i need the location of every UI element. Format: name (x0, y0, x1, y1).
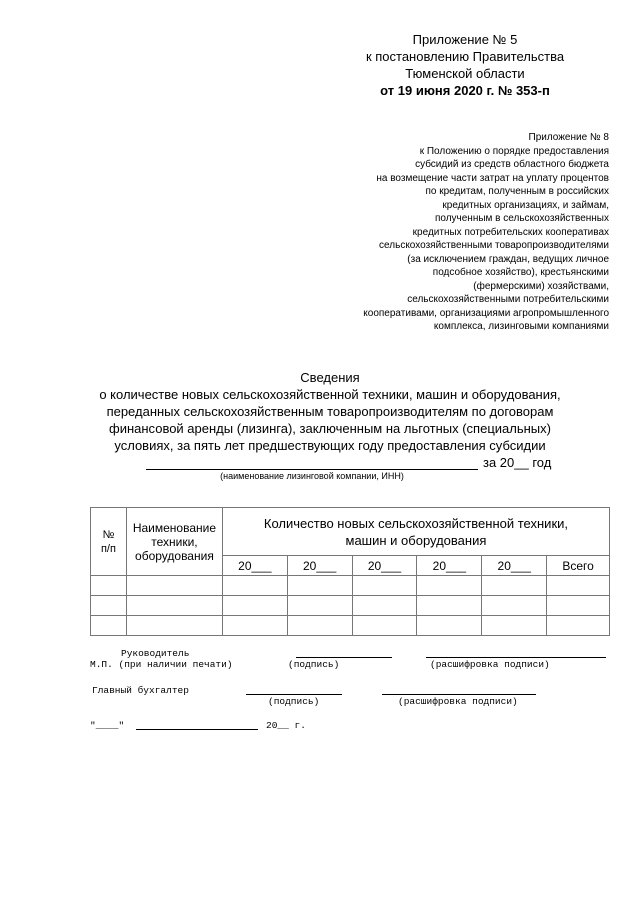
table-cell[interactable] (482, 616, 547, 636)
title-line: переданных сельскохозяйственным товаропроизводителям по договорам (106, 404, 554, 419)
table-cell[interactable] (547, 616, 610, 636)
table-cell[interactable] (417, 576, 482, 596)
title-line: условиях, за пять лет предшествующих году предоставления субсидии (114, 438, 546, 453)
total-col-header: Всего (547, 556, 610, 576)
equipment-table (90, 507, 610, 636)
leasing-company-caption: (наименование лизинговой компании, ИНН) (220, 471, 404, 481)
table-cell[interactable] (287, 576, 352, 596)
document-title (60, 369, 600, 454)
table-cell[interactable] (126, 596, 222, 616)
table-cell[interactable] (91, 616, 127, 636)
table-cell[interactable] (222, 576, 287, 596)
table-row (91, 596, 610, 616)
table-cell[interactable] (91, 596, 127, 616)
title-heading: Сведения (300, 370, 360, 385)
acc-sign-line[interactable] (246, 694, 342, 695)
appendix-line: (фермерскими) хозяйствами, (473, 280, 609, 292)
table-row (91, 616, 610, 636)
appendix-header (279, 131, 609, 334)
approval-header (330, 31, 600, 99)
table-cell[interactable] (352, 596, 417, 616)
appendix-line: полученным в сельскохозяйственных (434, 213, 609, 224)
table-cell[interactable] (222, 616, 287, 636)
leasing-company-field[interactable] (146, 455, 478, 470)
col-num-header: № п/п (91, 508, 127, 576)
head-decode-caption: (расшифровка подписи) (430, 659, 550, 670)
appendix-line: (за исключением граждан, ведущих личное (407, 253, 609, 265)
date-year: 20__ г. (266, 720, 306, 731)
year-col-header: 20___ (222, 556, 287, 576)
appendix-line: Приложение № 8 (528, 132, 609, 143)
table-cell[interactable] (126, 616, 222, 636)
table-row (91, 576, 610, 596)
stamp-label: М.П. (при наличии печати) (90, 659, 233, 670)
appendix-line: сельскохозяйственными потребительскими (407, 294, 609, 305)
table-cell[interactable] (91, 576, 127, 596)
table-cell[interactable] (126, 576, 222, 596)
head-sign-line[interactable] (296, 657, 392, 658)
accountant-label: Главный бухгалтер (92, 685, 189, 696)
title-line: о количестве новых сельскохозяйственной техники, машин и оборудования, (99, 387, 561, 402)
appendix-line: сельскохозяйственными товаропроизводителями (379, 240, 609, 251)
appendix-line: подсобное хозяйство), крестьянскими (432, 267, 609, 278)
table-cell[interactable] (482, 596, 547, 616)
header-line-3: Тюменской области (405, 66, 525, 81)
header-line-2: к постановлению Правительства (365, 49, 565, 64)
year-col-header: 20___ (352, 556, 417, 576)
table-cell[interactable] (222, 596, 287, 616)
year-label: за 20__ год (483, 455, 552, 470)
date-month-line[interactable] (136, 729, 258, 730)
appendix-line: кредитных организациях, и займам, (442, 199, 609, 211)
acc-decode-line[interactable] (382, 694, 536, 695)
year-col-header: 20___ (417, 556, 482, 576)
appendix-line: на возмещение части затрат на уплату процентов (376, 172, 609, 184)
header-line-4: от 19 июня 2020 г. № 353-п (380, 83, 550, 98)
head-sign-caption: (подпись) (288, 659, 340, 670)
appendix-line: кредитных потребительских кооперативах (412, 226, 609, 238)
table-cell[interactable] (417, 596, 482, 616)
year-col-header: 20___ (482, 556, 547, 576)
table-cell[interactable] (547, 596, 610, 616)
appendix-line: к Положению о порядке предоставления (419, 145, 609, 157)
head-label: Руководитель (121, 648, 190, 659)
table-cell[interactable] (287, 596, 352, 616)
table-cell[interactable] (547, 576, 610, 596)
table-cell[interactable] (417, 616, 482, 636)
appendix-line: по кредитам, полученным в российских (425, 186, 609, 197)
header-line-1: Приложение № 5 (412, 32, 518, 47)
acc-decode-caption: (расшифровка подписи) (398, 696, 518, 707)
table-cell[interactable] (287, 616, 352, 636)
acc-sign-caption: (подпись) (268, 696, 320, 707)
head-decode-line[interactable] (426, 657, 606, 658)
date-day: "____" (90, 720, 125, 731)
table-cell[interactable] (352, 576, 417, 596)
col-name-header: Наименование техники, оборудования (126, 508, 222, 576)
appendix-line: комплекса, лизинговыми компаниями (433, 321, 609, 332)
quantity-group-header: Количество новых сельскохозяйственной техники, машин и оборудования (222, 508, 609, 556)
year-col-header: 20___ (287, 556, 352, 576)
title-line: финансовой аренды (лизинга), заключенным на льготных (специальных) (109, 421, 551, 436)
table-cell[interactable] (482, 576, 547, 596)
appendix-line: субсидий из средств областного бюджета (415, 159, 609, 170)
table-cell[interactable] (352, 616, 417, 636)
appendix-line: кооперативами, организациями агропромышленного (363, 307, 609, 319)
